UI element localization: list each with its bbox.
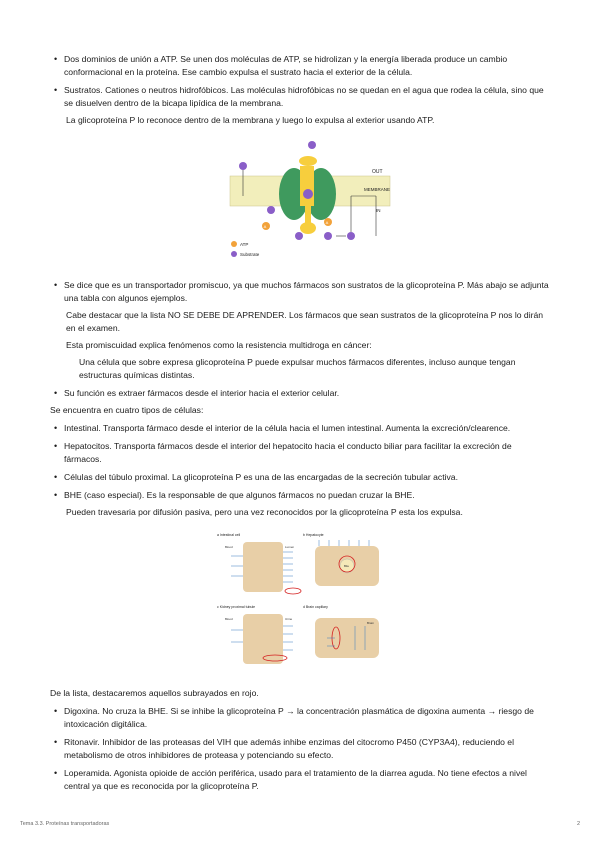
atp-marker-left: A	[263, 224, 267, 229]
bullet-text: Dos dominios de unión a ATP. Se unen dos moléculas de ATP, se hidrolizan y la energía liberada produce un cambio conformacional en la proteína. Ese cambio expulsa el sustrato hacia el exterior de la célula.	[64, 54, 508, 77]
intestinal-cell	[243, 542, 283, 592]
bullet-text: Intestinal. Transporta fármaco desde el interior de la célula hacia el lumen intestinal. Aumenta la excreción/clearence.	[64, 423, 511, 433]
bullet-ritonavir	[54, 736, 550, 762]
bullet-text: Células del túbulo proximal. La glicoproteína P es una de las encargadas de la secreción tubular activa.	[64, 472, 458, 482]
substrate-left	[239, 162, 247, 170]
bullet-dot: •	[54, 388, 58, 398]
bullet-dot: •	[54, 490, 58, 500]
bullet-text: Sustratos. Cationes o neutros hidrofóbicos. Las moléculas hidrofóbicas no se quedan en el agua que rodea la célula, sino que se disuelven dentro de la bicapa lipídica de la membrana.	[64, 85, 544, 108]
bullet-dot: •	[54, 441, 58, 451]
panel-c-title: c Kidney proximal tubule	[217, 605, 256, 609]
substrate-bottom-left	[295, 232, 303, 240]
bullet-dot: •	[54, 54, 58, 64]
bullet-dot: •	[54, 85, 58, 95]
paragraph-lista: De la lista, destacaremos aquellos subrayados en rojo.	[50, 688, 259, 698]
paragraph-celula: Una célula que sobre expresa glicoproteína P puede expulsar muchos fármacos diferentes, incluso aunque tengan estructuras químicas distintas.	[79, 357, 516, 380]
panel-a-blood: Blood	[225, 545, 233, 549]
bullet-text: Digoxina. No cruza la BHE. Si se inhibe la glicoproteína P → la concentración plasmática de digoxina aumenta → riesgo de intoxicación digitálica.	[64, 706, 534, 729]
panel-a-title: a Intestinal cell	[217, 533, 241, 537]
pgp-membrane-diagram	[226, 136, 396, 266]
legend-atp: ATP	[240, 242, 249, 247]
bullet-hepatocitos	[54, 440, 550, 466]
atp-marker-right: A	[325, 220, 329, 225]
bullet-text: Se dice que es un transportador promiscuo, ya que muchos fármacos son sustratos de la glicoproteína P. Más abajo se adjunta una tabla con algunos ejemplos.	[64, 280, 549, 303]
tubule-cell	[243, 614, 283, 664]
bullet-dot: •	[54, 737, 58, 747]
substrate-bottom-far	[347, 232, 355, 240]
highlight-circle-a	[285, 588, 301, 594]
bullet-loperamida	[54, 767, 550, 793]
legend-atp-swatch	[231, 241, 237, 247]
panel-kidney	[217, 605, 293, 664]
bullet-dot: •	[54, 706, 58, 716]
panel-intestinal	[217, 533, 301, 594]
label-out: OUT	[372, 169, 383, 175]
footer-page-number: 2	[576, 821, 580, 827]
bullet-atp-domains	[54, 53, 550, 79]
panel-brain	[303, 605, 379, 658]
panel-d-title: d Brain capillary	[303, 605, 328, 609]
bullet-dot: •	[54, 423, 58, 433]
bullet-digoxina	[54, 705, 550, 731]
bullet-bhe	[54, 489, 550, 502]
bullet-promiscuo	[54, 279, 550, 305]
paragraph-cabe: Cabe destacar que la lista NO SE DEBE DE APRENDER. Los fármacos que sean sustratos de la glicoproteína P nos lo dirán en el examen.	[66, 310, 544, 333]
label-in: IN	[376, 208, 381, 213]
paragraph-glicoproteina: La glicoproteína P lo reconoce dentro de la membrana y luego lo expulsa al exterior usando ATP.	[66, 115, 435, 125]
bullet-text: Ritonavir. Inhibidor de las proteasas del VIH que además inhibe enzimas del citocromo P450 (CYP3A4), reduciendo el metabolismo de otros inhibidores de proteasa y potenciando su efecto.	[64, 737, 514, 760]
substrate-out	[308, 141, 316, 149]
paragraph-pueden: Pueden travesaria por difusión pasiva, pero una vez reconocidos por la glicoproteína P esta los expulsa.	[66, 507, 463, 517]
bullet-substrates	[54, 84, 550, 110]
bullet-text: BHE (caso especial). Es la responsable de que algunos fármacos no puedan cruzar la BHE.	[64, 490, 415, 500]
substrate-inner-left	[267, 206, 275, 214]
panel-c-blood: Blood	[225, 617, 233, 621]
bullet-dot: •	[54, 768, 58, 778]
panel-b-bile: Bile	[344, 564, 350, 568]
paragraph-esta: Esta promiscuidad explica fenómenos como la resistencia multidroga en cáncer:	[66, 340, 372, 350]
bullet-text: Loperamida. Agonista opioide de acción periférica, usado para el tratamiento de la diarrea aguda. No tiene efectos a nivel central ya que es reconocida por la glicoproteína P.	[64, 768, 527, 791]
bullet-intestinal	[54, 422, 550, 435]
legend-substrate-swatch	[231, 251, 237, 257]
bullet-text: Su función es extraer fármacos desde el interior hacia el exterior celular.	[64, 388, 340, 398]
paragraph-cuatro: Se encuentra en cuatro tipos de células:	[50, 405, 204, 415]
bullet-tubulo	[54, 471, 550, 484]
label-membrane: MEMBRANE	[364, 187, 391, 192]
panel-a-lumen: Lumen	[285, 545, 295, 549]
panel-b-title: b Hepatocyte	[303, 533, 324, 537]
bullet-text: Hepatocitos. Transporta fármacos desde el interior del hepatocito hacia el conducto biliar para facilitar la excreción de fármacos.	[64, 441, 512, 464]
panel-d-brain: Brain	[367, 621, 375, 625]
tissue-panels-figure	[215, 530, 385, 670]
panel-c-urine: Urine	[285, 617, 293, 621]
footer-title: Tema 3.3. Proteínas transportadoras	[20, 821, 110, 827]
substrate-bottom-right	[324, 232, 332, 240]
bullet-dot: •	[54, 472, 58, 482]
bullet-funcion	[54, 387, 550, 400]
legend-substrate: Substrate	[240, 252, 260, 257]
panel-hepatocyte	[303, 533, 379, 586]
bullet-dot: •	[54, 280, 58, 290]
